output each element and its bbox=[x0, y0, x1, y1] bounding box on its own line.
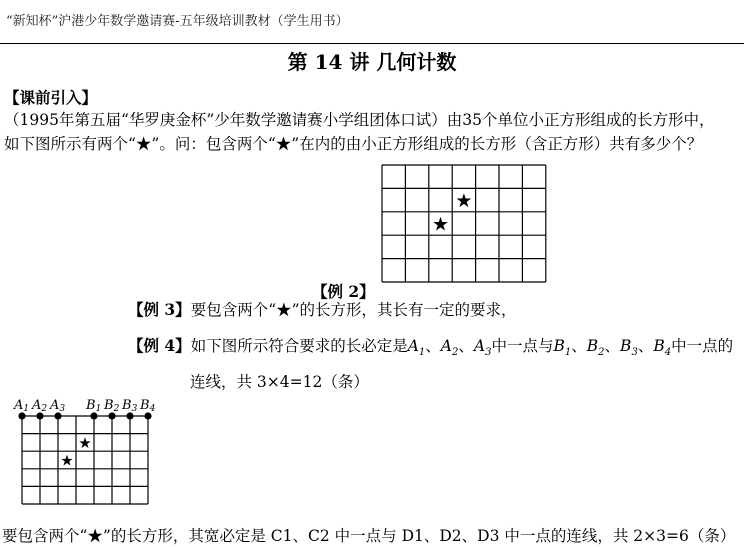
star-icon: ★ bbox=[455, 189, 473, 212]
example-4-label: 【例 4】 bbox=[128, 336, 191, 355]
example-2-label: 【例 2】 bbox=[312, 282, 375, 301]
section-heading: 【课前引入】 bbox=[4, 88, 98, 107]
point-label: B3 bbox=[122, 398, 138, 414]
star-icon: ★ bbox=[60, 451, 74, 470]
point-label: B2 bbox=[104, 398, 120, 414]
example-4-line-2: 连线，共 3×4=12（条） bbox=[190, 373, 369, 391]
example-4-line-1: 【例 4】如下图所示符合要求的长必定是$A_1$、$A_2$、$A_3$中一点与$B_1$、$B_2$、$B_3$、$B_4$中一点的 bbox=[128, 336, 734, 359]
running-header: “新知杯”沪港少年数学邀请赛-五年级培训教材（学生用书） bbox=[6, 14, 349, 29]
point-label: A3 bbox=[50, 398, 66, 414]
example-3-label: 【例 3】 bbox=[128, 300, 191, 319]
point-label: B4 bbox=[140, 398, 156, 414]
page-title: 第 14 讲 几何计数 bbox=[287, 50, 457, 74]
point-label: B1 bbox=[86, 398, 102, 414]
star-icon: ★ bbox=[431, 213, 450, 236]
intro-line-2: 如下图所示有两个“★”。问：包含两个“★”在内的由小正方形组成的长方形（含正方形）共有多少个？ bbox=[4, 135, 703, 153]
intro-line-1: （1995年第五届“华罗庚金杯”少年数学邀请赛小学组团体口试）由35个单位小正方形组成的长方形中， bbox=[4, 111, 715, 129]
point-label: A2 bbox=[32, 398, 48, 414]
point-label: A1 bbox=[14, 398, 30, 414]
star-icon: ★ bbox=[78, 433, 92, 452]
example-4-text-b: 中一点与 bbox=[491, 337, 554, 355]
example-4-text-c: 中一点的 bbox=[671, 337, 734, 355]
example-4-text-a: 如下图所示符合要求的长必定是 bbox=[190, 337, 408, 355]
example-3-text: 要包含两个“★”的长方形，其长有一定的要求， bbox=[190, 301, 517, 319]
bottom-line: 要包含两个“★”的长方形，其宽必定是 C1、C2 中一点与 D1、D2、D3 中一点的连线，共 2×3=6（条） bbox=[2, 527, 736, 545]
